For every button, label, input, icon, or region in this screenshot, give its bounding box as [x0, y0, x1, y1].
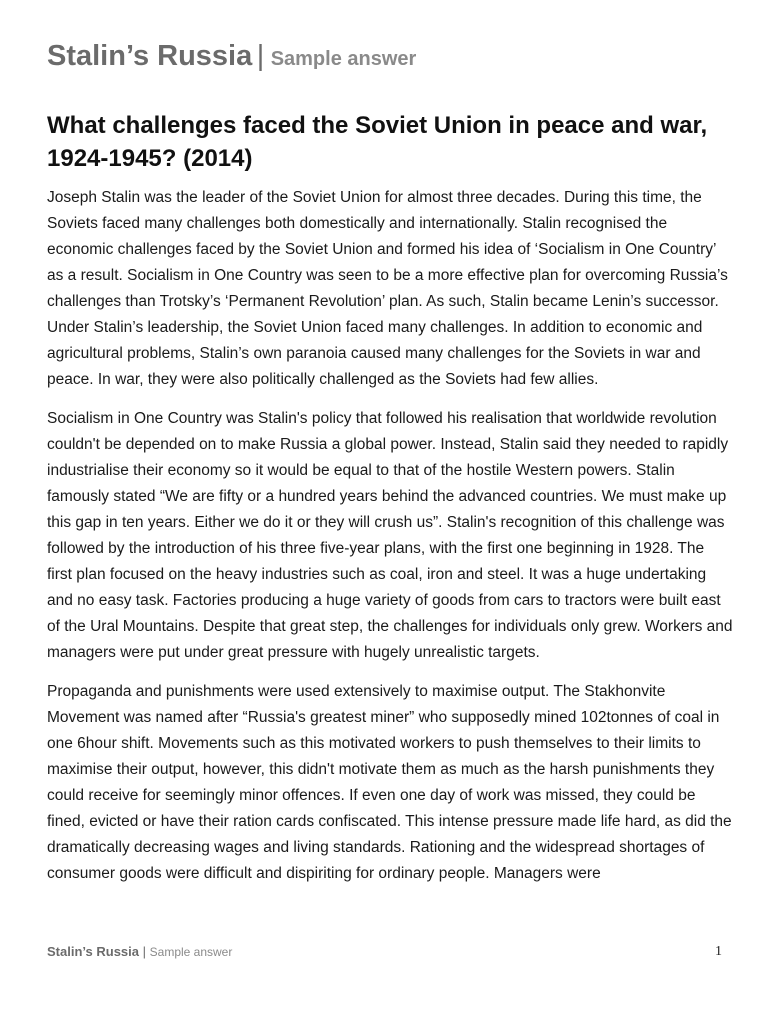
page-number: 1: [715, 944, 722, 959]
header-title: Stalin’s Russia: [47, 40, 253, 72]
footer-subtitle: Sample answer: [149, 945, 233, 959]
paragraph-1: Joseph Stalin was the leader of the Soviet Union for almost three decades. During this time, the Soviets faced many challenges both domestically and internationally. Stalin recognised the economic challenges faced by the Soviet Union and formed his idea of ‘Socialism in One Country’ as a result. Socialism in One Country was seen to be a more effective plan for overcoming Russia’s challenges than Trotsky’s ‘Permanent Revolution’ plan. As such, Stalin became Lenin’s successor. Under Stalin’s leadership, the Soviet Union faced many challenges. In addition to economic and agricultural problems, Stalin’s own paranoia caused many challenges for the Soviets in war and peace. In war, they were also politically challenged as the Soviets had few allies.: [47, 189, 728, 388]
header-subtitle: Sample answer: [270, 48, 417, 70]
answer-body: [47, 185, 733, 900]
paragraph-2: Socialism in One Country was Stalin's policy that followed his realisation that worldwide revolution couldn't be depended on to make Russia a global power. Instead, Stalin said they needed to rapidly industrialise their economy so it would be equal to that of the hostile Western powers. Stalin famously stated “We are fifty or a hundred years behind the advanced countries. We must make up this gap in ten years. Either we do it or they will crush us”. Stalin's recognition of this challenge was followed by the introduction of his three five-year plans, with the first one beginning in 1928. The first plan focused on the heavy industries such as coal, iron and steel. It was a huge undertaking and no easy task. Factories producing a huge variety of goods from cars to tractors were built east of the Ural Mountains. Despite that great step, the challenges for individuals only grew. Workers and managers were put under great pressure with hugely unrealistic targets.: [47, 410, 733, 661]
question-heading: What challenges faced the Soviet Union in peace and war, 1924-1945? (2014): [47, 112, 708, 172]
page-header: [47, 40, 416, 73]
paragraph-3: Propaganda and punishments were used extensively to maximise output. The Stakhonvite Movement was named after “Russia's greatest miner” who supposedly mined 102tonnes of coal in one 6hour shift. Movements such as this motivated workers to push themselves to their limits to maximise their output, however, this didn't motivate them as much as the harsh punishments they could receive for seemingly minor offences. If even one day of work was missed, they could be fined, evicted or have their ration cards confiscated. This intense pressure made life hard, as did the dramatically decreasing wages and living standards. Rationing and the widespread shortages of consumer goods were difficult and dispiriting for ordinary people. Managers were: [47, 683, 732, 882]
header-separator: |: [256, 40, 265, 72]
page-footer: [47, 944, 722, 964]
footer-separator: |: [142, 944, 147, 959]
footer-title: Stalin’s Russia: [47, 944, 139, 959]
